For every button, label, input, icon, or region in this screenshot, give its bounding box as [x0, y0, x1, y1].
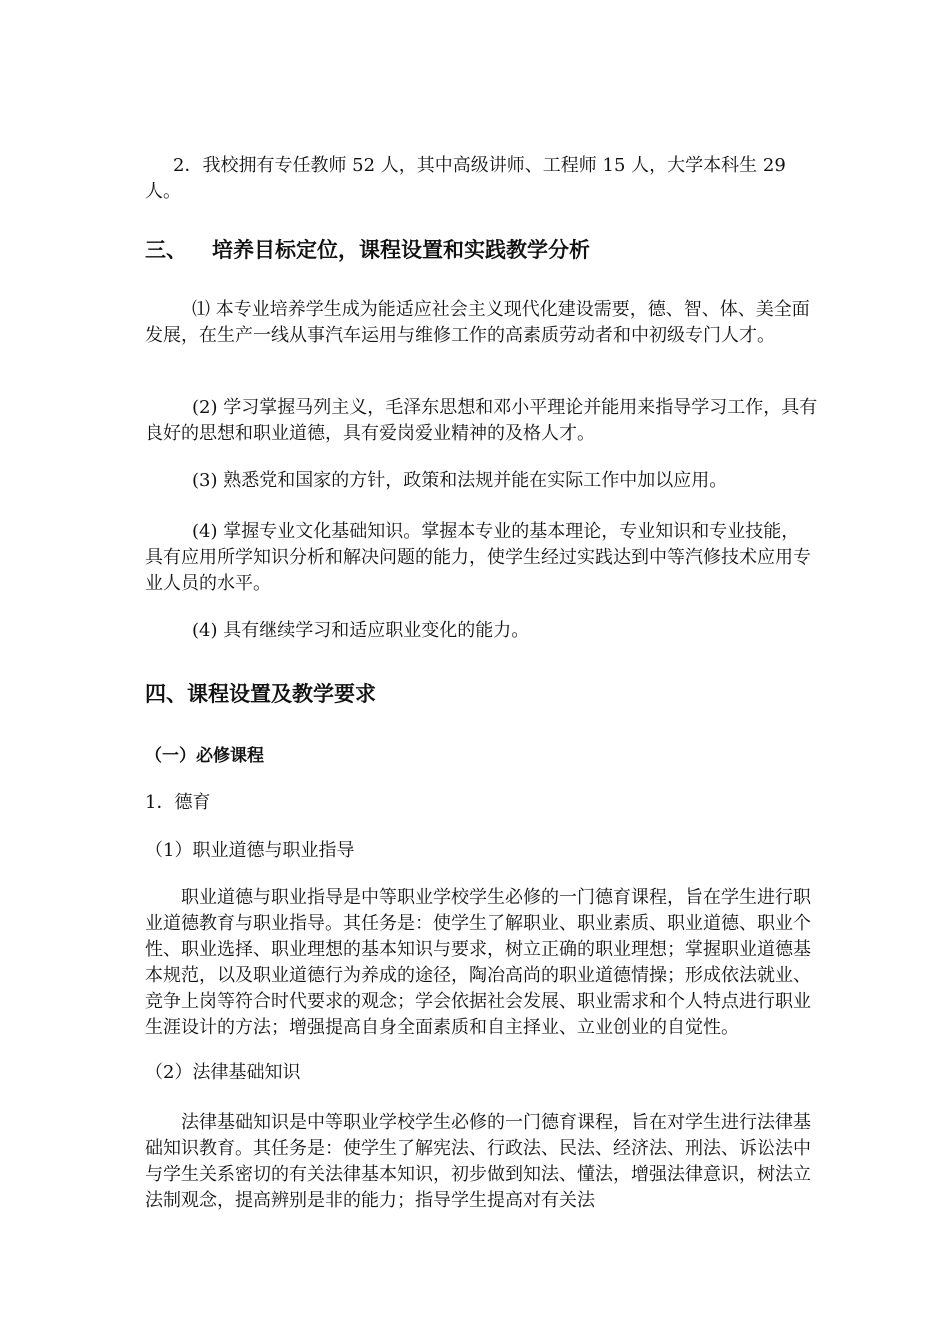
goal-1-paragraph: ⑴ 本专业培养学生成为能适应社会主义现代化建设需要，德、智、体、美全面发展，在生产一线从事汽车运用与维修工作的高素质劳动者和中初级专门人才。: [145, 299, 810, 346]
ethics-course-item: （1）职业道德与职业指导: [145, 840, 355, 861]
section-3-number: 三、: [145, 238, 187, 262]
section-4-heading: 四、课程设置及教学要求: [145, 682, 376, 706]
required-courses-heading: （一）必修课程: [145, 746, 264, 766]
goal-5-paragraph: (4) 具有继续学习和适应职业变化的能力。: [192, 620, 530, 641]
teachers-paragraph: 2．我校拥有专任教师 52 人，其中高级讲师、工程师 15 人，大学本科生 29 人。: [145, 155, 786, 202]
goal-3-paragraph: (3) 熟悉党和国家的方针，政策和法规并能在实际工作中加以应用。: [192, 470, 728, 491]
goal-2-paragraph: (2) 学习掌握马列主义，毛泽东思想和邓小平理论并能用来指导学习工作，具有良好的思想和职业道德，具有爱岗爱业精神的及格人才。: [145, 397, 818, 444]
law-course-item: （2）法律基础知识: [145, 1062, 301, 1083]
section-3-heading: 培养目标定位，课程设置和实践教学分析: [212, 238, 590, 262]
law-course-paragraph: 法律基础知识是中等职业学校学生必修的一门德育课程，旨在对学生进行法律基础知识教育。其任务是：使学生了解宪法、行政法、民法、经济法、刑法、诉讼法中与学生关系密切的有关法律基本知识，初步做到知法、懂法，增强法律意识，树法立法制观念，提高辨别是非的能力；指导学生提高对有关法: [145, 1112, 811, 1211]
ethics-course-paragraph: 职业道德与职业指导是中等职业学校学生必修的一门德育课程，旨在学生进行职业道德教育与职业指导。其任务是：使学生了解职业、职业素质、职业道德、职业个性、职业选择、职业理想的基本知识与要求，树立正确的职业理想；掌握职业道德基本规范，以及职业道德行为养成的途径，陶冶高尚的职业道德情操；形成依法就业、竞争上岗等符合时代要求的观念；学会依据社会发展、职业需求和个人特点进行职业生涯设计的方法；增强提高自身全面素质和自主择业、立业创业的自觉性。: [145, 887, 811, 1038]
goal-4-paragraph: (4) 掌握专业文化基础知识。掌握本专业的基本理论，专业知识和专业技能，具有应用所学知识分析和解决问题的能力，使学生经过实践达到中等汽修技术应用专业人员的水平。: [145, 521, 811, 594]
moral-education-item: 1．德育: [145, 792, 211, 813]
